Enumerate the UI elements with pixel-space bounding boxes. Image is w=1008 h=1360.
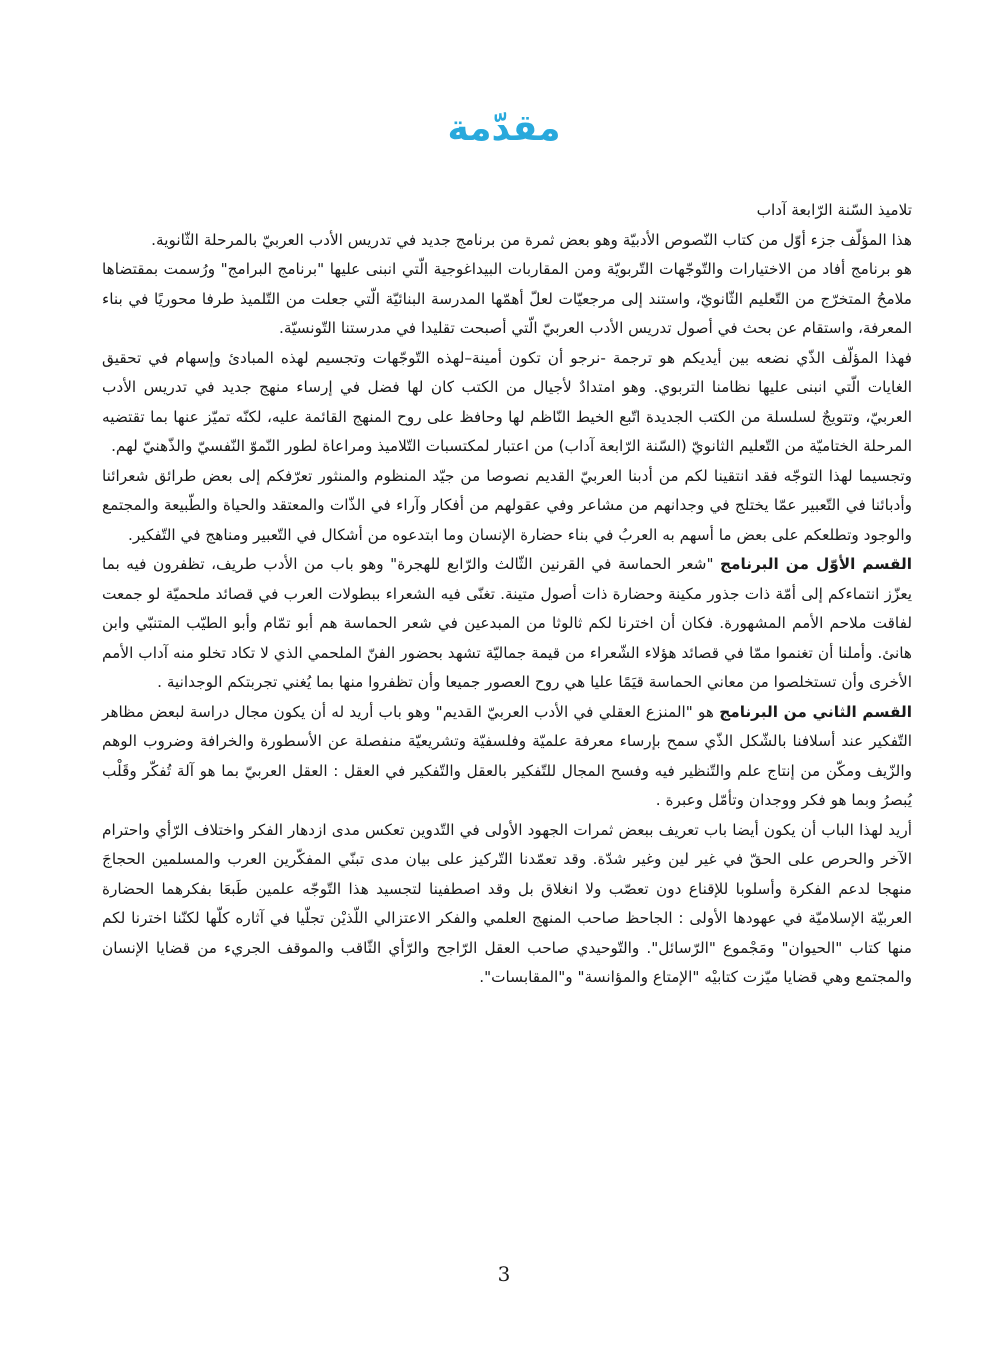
- paragraph-program: [102, 255, 912, 344]
- body-text: [102, 196, 912, 993]
- paragraph-selection: [102, 462, 912, 551]
- paragraph-text: هو برنامج أفاد من الاختيارات والتّوجّهات التّربويّة ومن المقاربات البيداغوجية الّتي انبنى عليها "برنامج البرامج" ورُسمت بمقتضاها ملامحُ المتخرّج من التّعليم الثّانويّ، واستند إلى مرجعيّات لعلّ أهمّها المدرسة البنائيّة الّتي جعلت من التّلميذ طرفا محوريًا في بناء المعرفة، واستقام عن بحث في أصول تدريس الأدب العربيّ الّتي أصبحت تقليدا في مدرستنا التّونسيّة.: [102, 260, 912, 337]
- paragraph-part-two: [102, 698, 912, 816]
- paragraph-text: تلاميذ السّنة الرّابعة آداب: [756, 201, 912, 219]
- paragraph-text: هو "المنزع العقلي في الأدب العربيّ القديم" وهو باب أريد له أن يكون مجال دراسة لبعض مظاهر التّفكير عند أسلافنا بالشّكل الذّي سمح بإرساء معرفة علميّة وفلسفيّة وتشريعيّة منفصلة عن الأسطورة والخرافة وضروب الوهم والزّيف ومكّن من إنتاج علم والتّنظير فيه وفسح المجال للتّفكير بالعقل والتّفكير في العقل : العقل العربيّ بما هو آلة تُفكّر وقَلْب يُبصرُ وبما هو فكر ووجدان وتأمّل وعبرة .: [102, 702, 912, 809]
- paragraph-address: [102, 196, 912, 226]
- paragraph-part-two-detail: [102, 816, 912, 993]
- page-title: مقدّمة: [447, 108, 561, 149]
- paragraph-text: "شعر الحماسة في القرنين الثّالث والرّابع للهجرة" وهو باب من الأدب طريف، تظفرون فيه بما يعزّز انتماءكم إلى أمّة ذات جذور مكينة وحضارة ذات أصول متينة. تغنّى فيه الشعراء ببطولات العرب في قصائد ملحميّة لو جمعت لفاقت ملاحم الأمم المشهورة. فكان أن اخترنا لكم ثالوثا من المبدعين في شعر الحماسة هم أبو تمّام وأبو الطيّب المتنبّي وابن هانئ. وأملنا أن تغنموا ممّا في قصائد هؤلاء الشّعراء من قيمة جماليّة تشهد بحضور الفنّ الملحمي الذي لا تكاد تخلو منه آداب الأمم الأخرى وأن تستخلصوا من معاني الحماسة قيَمًا عليا هي روح العصور جميعا وأن تظفروا منها بما يُغني تجربتكم الوجدانية .: [102, 555, 912, 691]
- paragraph-text: أريد لهذا الباب أن يكون أيضا باب تعريف ببعض ثمرات الجهود الأولى في التّدوين تعكس مدى ازدهار الفكر واختلاف الرّأي واحترام الآخر والحرص على الحقّ في غير لين وغير شدّة. وقد تعمّدنا التّركيز على بيان مدى تبنّي المفكّرين العرب والمسلمين الحجاجَ منهجا لدعم الفكرة وأسلوبا للإقناع دون تعصّب ولا انغلاق بل وقد اصطفينا لتجسيد هذا التّوجّه علمين طَبعَا بفكرهما الحضارة العربيّة الإسلاميّة في عهودها الأولى : الجاحظ صاحب المنهج العلمي والفكر الاعتزالي اللّذيْن تجلّيا في آثاره كلّها لكنّنا اخترنا لكم منها كتاب "الحيوان" ومَجْموع "الرّسائل". والتّوحيدي صاحب العقل الرّاجح والرّأي الثّاقب والموقف الجريء من قضايا الإنسان والمجتمع وهي قضايا ميّزت كتابيْه "الإمتاع والمؤانسة" و"المقابسات".: [102, 820, 912, 986]
- paragraph-text: هذا المؤلّف جزء أوّل من كتاب النّصوص الأدبيّة وهو بعض ثمرة من برنامج جديد في تدريس الأدب العربيّ بالمرحلة الثّانوية.: [151, 230, 912, 249]
- paragraph-part-one: [102, 550, 912, 698]
- paragraph-book: [102, 344, 912, 462]
- page-number: 3: [497, 1262, 511, 1286]
- paragraph-lead: القسم الأوّل من البرنامج: [720, 555, 912, 573]
- paragraph-text: فهذا المؤلّف الذّي نضعه بين أيديكم هو ترجمة -نرجو أن تكون أمينة–لهذه التّوجّهات وتجسيم لهذه المبادئ وإسهام في تحقيق الغايات الّتي انبنى عليها نظامنا التربوي. وهو امتدادٌ لأجيال من الكتب كان لها فضل في إرساء منهج جديد في تدريس الأدب العربيّ، وتتويجٌ لسلسلة من الكتب الجديدة اتّبع الخيط النّاظم لها وحافظ على روح المنهج القائمة عليه، لكنّه تميّز عنها بما تقتضيه المرحلة الختاميّة من التّعليم الثانويّ (السّنة الرّابعة آداب) من اعتبار لمكتسبات التّلاميذ ومراعاة لطور النّموّ النّفسيّ والذّهنيّ لهم.: [102, 348, 912, 455]
- paragraph-intro: [102, 226, 912, 256]
- paragraph-text: وتجسيما لهذا التوجّه فقد انتقينا لكم من أدبنا العربيّ القديم نصوصا من جيّد المنظوم والمنثور تعرّفكم إلى بعض طرائق شعرائنا وأدبائنا في التّعبير عمّا يختلج في وجدانهم من مشاعر وفي عقولهم من أفكار وآراء في الذّات والمعتقد والحياة والطّبيعة والمجتمع والوجود وتطلعكم على بعض ما أسهم به العربُ في بناء حضارة الإنسان وما ابتدعوه من أشكال في التّعبير ومناهج في التّفكير.: [102, 466, 912, 544]
- paragraph-lead: القسم الثاني من البرنامج: [719, 702, 912, 721]
